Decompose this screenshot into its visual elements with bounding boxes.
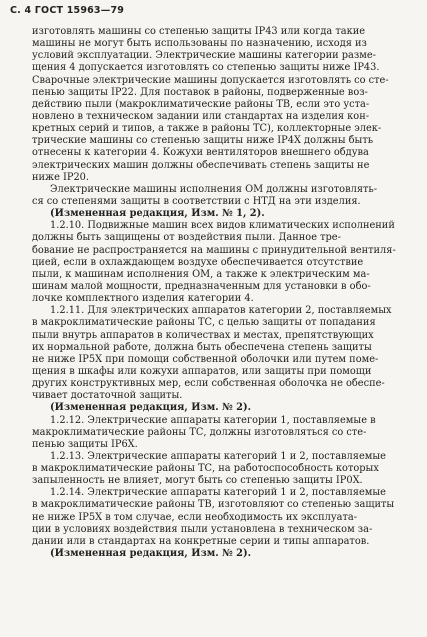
- text-line: в макроклиматические районы ТС, с целью защиты от попадания: [32, 317, 376, 329]
- text-line: других конструктивных мер, если собственная оболочка не обеспе-: [32, 378, 385, 390]
- text-line: новлено в техническом задании или стандартах на изделия кон-: [32, 110, 370, 122]
- text-line: в макроклиматические районы ТВ, изготовляют со степенью защиты: [32, 499, 395, 511]
- text-line: бование не распространяется на машины с принудительной вентиля-: [32, 244, 396, 256]
- text-line: 1.2.13. Электрические аппараты категорий 1 и 2, поставляемые: [50, 450, 386, 462]
- text-line: не ниже IP5X при помощи собственной оболочки или путем поме-: [32, 353, 379, 365]
- text-line: щения 4 допускается изготовлять со степенью защиты ниже IP43.: [32, 62, 380, 74]
- text-line: 1.2.11. Для электрических аппаратов категории 2, поставляемых: [50, 305, 392, 317]
- document-body: [32, 26, 402, 560]
- text-line: дании или в стандартах на конкретные серии и типы аппаратов.: [32, 535, 370, 547]
- text-line: Сварочные электрические машины допускается изготовлять со сте-: [32, 74, 389, 86]
- text-line: цией, если в охлаждающем воздухе обеспечивается отсутствие: [32, 256, 364, 268]
- revision-note: (Измененная редакция, Изм. № 2).: [50, 548, 251, 560]
- text-line: лочке комплектного изделия категории 4.: [32, 293, 254, 305]
- text-line: трические машины со степенью защиты ниже IP4X должны быть: [32, 135, 374, 147]
- text-line: в макроклиматические районы ТС, на работоспособность которых: [32, 463, 379, 475]
- text-line: условий эксплуатации. Электрические машины категории разме-: [32, 50, 376, 62]
- text-line: кретных серий и типов, а также в районы ТС), коллекторные элек-: [32, 123, 382, 135]
- text-line: щения в шкафы или кожухи аппаратов, или защиты при помощи: [32, 365, 372, 377]
- text-line: макроклиматические районы ТС, должны изготовляться со сте-: [32, 426, 367, 438]
- revision-note: (Измененная редакция, Изм. № 1, 2).: [50, 208, 265, 220]
- text-line: шинам малой мощности, предназначенным для установки в обо-: [32, 280, 371, 292]
- text-line: действию пыли (макроклиматические районы ТВ, если это уста-: [32, 98, 370, 110]
- text-line: чивает достаточной защиты.: [32, 390, 183, 402]
- text-line: ся со степенями защиты в соответствии с НТД на эти изделия.: [32, 195, 361, 207]
- text-line: пенью защиты IP6X.: [32, 438, 138, 450]
- text-line: Электрические машины исполнения ОМ должны изготовлять-: [50, 183, 378, 195]
- text-line: 1.2.12. Электрические аппараты категории 1, поставляемые в: [50, 414, 376, 426]
- text-line: ции в условиях воздействия пыли установлена в техническом за-: [32, 523, 373, 535]
- text-line: пыли, к машинам исполнения ОМ, а также к электрическим ма-: [32, 268, 370, 280]
- revision-note: (Измененная редакция, Изм. № 2).: [50, 402, 251, 414]
- text-line: пыли внутрь аппаратов в количествах и местах, препятствующих: [32, 329, 374, 341]
- text-line: отнесены к категории 4. Кожухи вентиляторов внешнего обдува: [32, 147, 369, 159]
- text-line: должны быть защищены от воздействия пыли. Данное тре-: [32, 232, 341, 244]
- text-line: ниже IP20.: [32, 171, 90, 183]
- page-header: С. 4 ГОСТ 15963—79: [10, 5, 125, 16]
- text-line: запыленность не влияет, могут быть со степенью защиты IP0X.: [32, 475, 363, 487]
- text-line: изготовлять машины со степенью защиты IP43 или когда такие: [32, 26, 366, 37]
- text-line: электрических машин должны обеспечивать степень защиты не: [32, 159, 370, 171]
- text-line: 1.2.10. Подвижные машин всех видов климатических исполнений: [50, 220, 395, 232]
- text-line: машины не могут быть использованы по назначению, исходя из: [32, 38, 367, 50]
- text-line: пенью защиты IP22. Для поставок в районы, подверженные воз-: [32, 86, 368, 98]
- text-line: их нормальной работе, должна быть обеспечена степень защиты: [32, 341, 372, 353]
- text-line: 1.2.14. Электрические аппараты категорий 1 и 2, поставляемые: [50, 487, 386, 499]
- text-line: не ниже IP5X в том случае, если необходимость их эксплуата-: [32, 511, 358, 523]
